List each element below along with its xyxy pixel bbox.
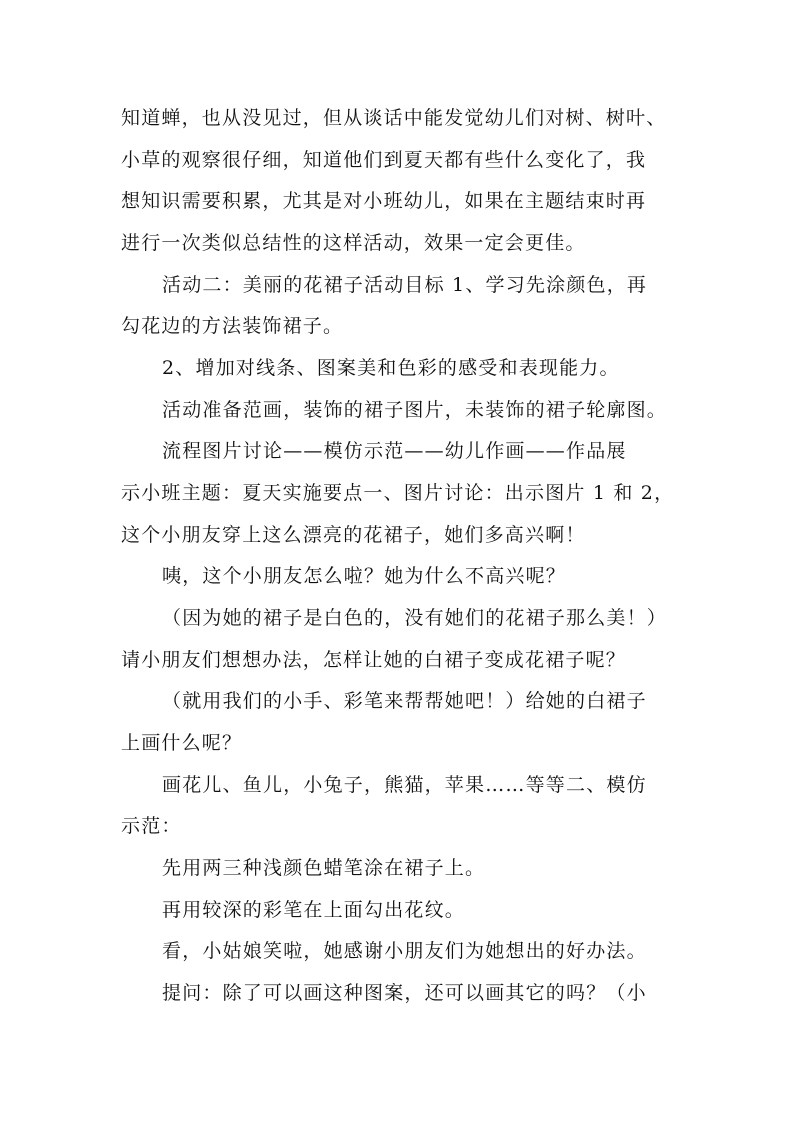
text-line: 画花儿、鱼儿，小兔子，熊猫，苹果……等等二、模仿 bbox=[162, 774, 647, 796]
text-line: 请小朋友们想想办法，怎样让她的白裙子变成花裙子呢？ bbox=[121, 649, 627, 671]
text-line: 示范： bbox=[121, 815, 182, 837]
text-line: （因为她的裙子是白色的，没有她们的花裙子那么美！） bbox=[162, 607, 668, 629]
text-line: 再用较深的彩笔在上面勾出花纹。 bbox=[162, 899, 466, 921]
text-line: 先用两三种浅颜色蜡笔涂在裙子上。 bbox=[162, 857, 486, 879]
text-line: 咦，这个小朋友怎么啦？她为什么不高兴呢？ bbox=[162, 565, 567, 587]
text-line: 勾花边的方法装饰裙子。 bbox=[121, 315, 344, 337]
text-line: 流程图片讨论——模仿示范——幼儿作画——作品展 bbox=[162, 440, 627, 462]
text-line: 进行一次类似总结性的这样活动，效果一定会更佳。 bbox=[121, 232, 586, 254]
text-line: 看，小姑娘笑啦，她感谢小朋友们为她想出的好办法。 bbox=[162, 940, 647, 962]
text-line: 想知识需要积累，尤其是对小班幼儿，如果在主题结束时再 bbox=[121, 190, 647, 212]
text-line: 提问：除了可以画这种图案，还可以画其它的吗？（小 bbox=[162, 982, 647, 1004]
text-line: 示小班主题：夏天实施要点一、图片讨论：出示图片 1 和 2， bbox=[121, 482, 675, 504]
text-line: 活动二：美丽的花裙子活动目标 1、学习先涂颜色，再 bbox=[162, 274, 648, 296]
text-line: 活动准备范画，装饰的裙子图片，未装饰的裙子轮廓图。 bbox=[162, 399, 668, 421]
text-line: 上画什么呢？ bbox=[121, 732, 243, 754]
text-line: 小草的观察很仔细，知道他们到夏天都有些什么变化了，我 bbox=[121, 149, 647, 171]
text-line: 2、增加对线条、图案美和色彩的感受和表现能力。 bbox=[162, 357, 620, 379]
text-line: 知道蝉，也从没见过，但从谈话中能发觉幼儿们对树、树叶、 bbox=[121, 107, 667, 129]
text-line: （就用我们的小手、彩笔来帮帮她吧！）给她的白裙子 bbox=[162, 690, 647, 712]
text-line: 这个小朋友穿上这么漂亮的花裙子，她们多高兴啊！ bbox=[121, 524, 586, 546]
